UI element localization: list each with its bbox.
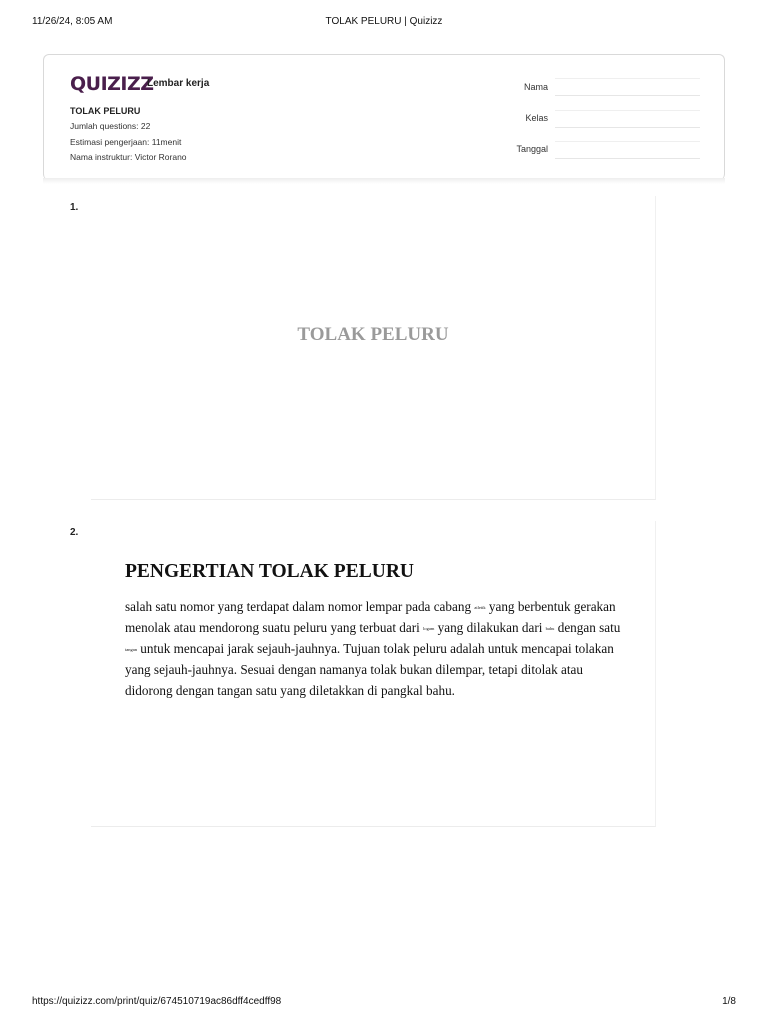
print-datetime: 11/26/24, 8:05 AM — [32, 16, 113, 27]
body-text-segment: salah satu nomor yang terdapat dalam nomor lempar pada cabang — [125, 599, 475, 614]
tiny-text: logam — [423, 625, 435, 631]
slide-title: TOLAK PELURU — [297, 324, 449, 345]
question-number-2: 2. — [70, 527, 79, 538]
question-1-slide — [91, 196, 656, 500]
question-number-1: 1. — [70, 202, 79, 213]
slide-body-text — [125, 597, 625, 701]
question-count: Jumlah questions: 22 — [70, 121, 151, 131]
card-divider — [43, 178, 725, 184]
instructor-name: Nama instruktur: Victor Rorano — [70, 152, 187, 162]
body-text-segment: untuk mencapai jarak sejauh-jauhnya. Tujuan tolak peluru adalah untuk mencapai tolakan yang sejauh-jauhnya. Sesuai dengan namanya tolak bukan dilempar, tetapi ditolak atau didorong dengan tangan satu yang diletakkan di pangkal bahu. — [125, 641, 614, 698]
worksheet-header-card — [43, 54, 725, 180]
quiz-title: TOLAK PELURU — [70, 106, 141, 116]
quizizz-logo: QUIZIZZ — [70, 73, 154, 95]
body-text-segment: dengan satu — [554, 620, 621, 636]
estimated-time: Estimasi pengerjaan: 11menit — [70, 137, 182, 147]
print-url[interactable]: https://quizizz.com/print/quiz/674510719ac86dff4cedff98 — [32, 996, 282, 1007]
slide-heading: PENGERTIAN TOLAK PELURU — [125, 561, 414, 582]
date-label: Tanggal — [516, 144, 548, 154]
class-field[interactable] — [555, 110, 700, 128]
name-label: Nama — [523, 82, 548, 92]
date-field[interactable] — [555, 141, 700, 159]
worksheet-label: Lembar kerja — [147, 78, 210, 89]
print-page-title: TOLAK PELURU | Quizizz — [325, 16, 443, 27]
body-text-segment: yang dilakukan dari — [434, 620, 546, 636]
print-header — [32, 16, 736, 30]
page-indicator: 1/8 — [722, 996, 736, 1007]
class-label: Kelas — [525, 113, 548, 123]
name-field[interactable] — [555, 78, 700, 96]
tiny-text: tangan — [125, 647, 137, 653]
tiny-text: bahu — [545, 625, 555, 631]
body-text-segment: yang berbentuk gerakan menolak atau mendorong suatu peluru yang terbuat dari — [125, 599, 616, 636]
tiny-text: atletik — [474, 604, 486, 610]
question-2-slide — [91, 521, 656, 827]
print-footer — [32, 996, 736, 1010]
